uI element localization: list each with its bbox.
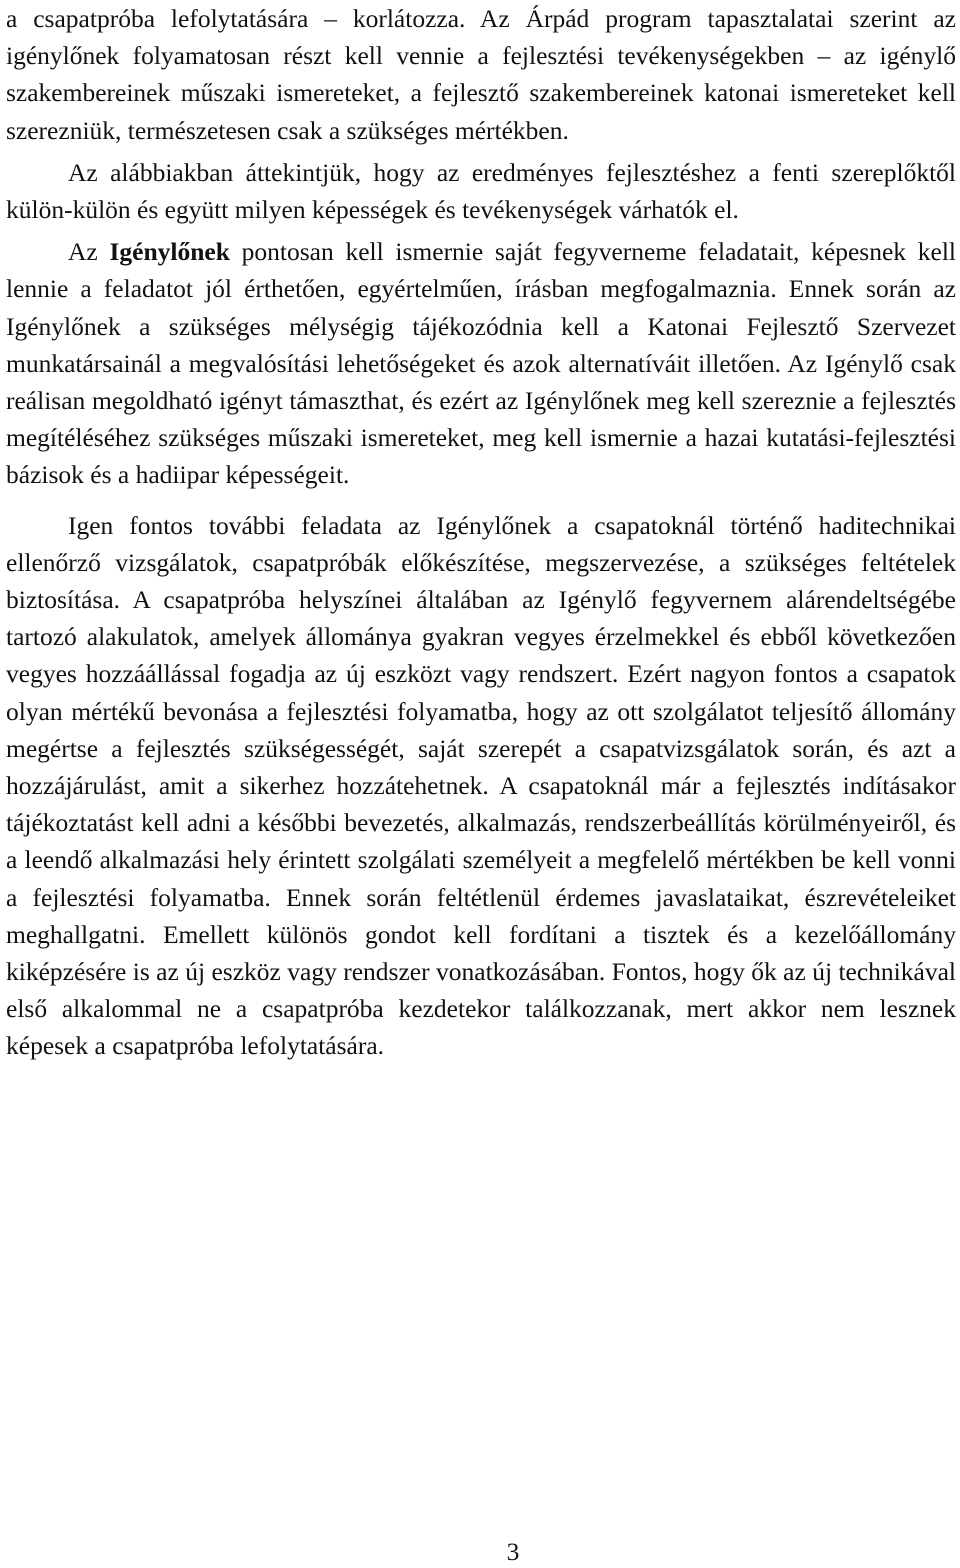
emphasized-term: Igénylőnek bbox=[109, 237, 230, 267]
paragraph-overview: Az alábbiakban áttekintjük, hogy az eredményes fejlesztéshez a fenti szereplőktől külön-külön és együtt milyen képességek és tevékenységek várhatók el. bbox=[6, 157, 956, 225]
paragraph-field-trials: Igen fontos további feladata az Igénylőnek a csapatoknál történő haditechnikai ellenőrző vizsgálatok, csapatpróbák előkészítése, megszervezése, a szükséges feltételek biztosítása. A csapatpróba helyszínei általában az Igénylő fegyvernem alárendeltségébe tartozó alakulatok, amelyek állománya gyakran vegyes érzelmekkel és ebből következően vegyes hozzáállással fogadja az új eszközt vagy rendszert. Ezért nagyon fontos a csapatok olyan mértékű bevonása a fejlesztési folyamatba, hogy az ott szolgálatot teljesítő állomány megértse a fejlesztés szükségességét, saját szerepét a csapatvizsgálatok során, és azt a hozzájárulást, amit a sikerhez hozzátehetnek. A csapatoknál már a fejlesztés indításakor tájékoztatást kell adni a későbbi bevezetés, alkalmazás, rendszerbeállítás körülményeiről, és a leendő alkalmazási hely érintett szolgálati személyeit a megfelelő mértékben be kell vonni a fejlesztési folyamatba. Ennek során feltétlenül érdemes javaslataikat, észrevételeiket meghallgatni. Emellett különös gondot kell fordítani a tisztek és a kezelőállomány kiképzésére is az új eszköz vagy rendszer vonatkozásában. Fontos, hogy ők az új technikával első alkalommal ne a csapatpróba kezdetekor találkozzanak, mert akkor nem lesznek képesek a csapatpróba lefolytatására. bbox=[6, 510, 956, 1061]
paragraph-continuation: a csapatpróba lefolytatására – korlátozza. Az Árpád program tapasztalatai szerint az igénylőnek folyamatosan részt kell vennie a fejlesztési tevékenységekben – az igénylő szakembereinek műszaki ismereteket, a fejlesztő szakembereinek katonai ismereteket kell szerezniük, természetesen csak a szükséges mértékben. bbox=[6, 4, 956, 145]
paragraph-lead: Az bbox=[68, 237, 110, 267]
paragraph-claimant-knowledge bbox=[6, 233, 956, 493]
page-number: 3 bbox=[506, 1537, 520, 1566]
document-body bbox=[6, 0, 956, 1065]
paragraph-body: pontosan kell ismernie saját fegyverneme feladatait, képesnek kell lennie a feladatot jól érthetően, egyértelműen, írásban megfogalmaznia. Ennek során az Igénylőnek a szükséges mélységig tájékozódnia kell a Katonai Fejlesztő Szervezet munkatársainál a megvalósítási lehetőségeket és azok alternatíváit illetően. Az Igénylő csak reálisan megoldható igényt támaszthat, és ezért az Igénylőnek meg kell szereznie a fejlesztés megítéléséhez szükséges műszaki ismereteket, meg kell ismernie a hazai kutatási-fejlesztési bázisok és a hadiipar képességeit. bbox=[6, 237, 956, 490]
